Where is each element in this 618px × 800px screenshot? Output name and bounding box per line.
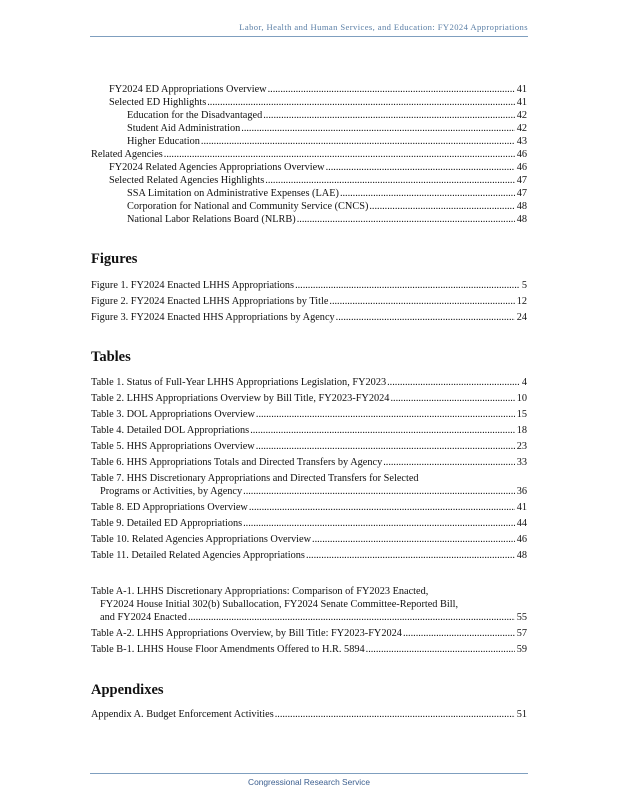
figures-heading: Figures	[91, 251, 138, 267]
toc-entry[interactable]: Related Agencies . . . 46	[91, 148, 527, 161]
table-of-contents	[91, 83, 527, 721]
header-rule	[90, 36, 528, 37]
figure-entry[interactable]: Figure 1. FY2024 Enacted LHHS Appropriations . . . 5	[91, 279, 527, 292]
appendix-tables-list	[91, 585, 527, 656]
toc-section-continued	[91, 83, 527, 226]
table-entry[interactable]: Table 9. Detailed ED Appropriations . . . 44	[91, 517, 527, 530]
table-entry[interactable]: Table 11. Detailed Related Agencies Appropriations . . . 48	[91, 549, 527, 562]
footer-rule	[90, 773, 528, 774]
table-entry[interactable]: Table A-1. LHHS Discretionary Appropriations: Comparison of FY2023 Enacted, FY2024 House Initial 302(b) Suballocation, FY2024 Senate Committee-Reported Bill, and FY2024 Enacted . . . 55	[91, 585, 527, 624]
table-entry[interactable]: Table 7. HHS Discretionary Appropriations and Directed Transfers for Selected Programs or Activities, by Agency . . . 36	[91, 472, 527, 498]
toc-entry[interactable]: Higher Education . . . 43	[91, 135, 527, 148]
table-entry[interactable]: Table 4. Detailed DOL Appropriations . . . 18	[91, 424, 527, 437]
table-entry[interactable]: Table 6. HHS Appropriations Totals and Directed Transfers by Agency . . . 33	[91, 456, 527, 469]
table-entry[interactable]: Table 10. Related Agencies Appropriations Overview . . . 46	[91, 533, 527, 546]
figures-list	[91, 279, 527, 324]
figure-entry[interactable]: Figure 3. FY2024 Enacted HHS Appropriations by Agency . . . 24	[91, 311, 527, 324]
table-entry[interactable]: Table 3. DOL Appropriations Overview . . . 15	[91, 408, 527, 421]
tables-list	[91, 376, 527, 562]
table-entry[interactable]: Table A-2. LHHS Appropriations Overview, by Bill Title: FY2023-FY2024 . . . 57	[91, 627, 527, 640]
table-entry[interactable]: Table 2. LHHS Appropriations Overview by Bill Title, FY2023-FY2024 . . . 10	[91, 392, 527, 405]
running-footer: Congressional Research Service	[248, 777, 370, 787]
toc-entry[interactable]: Corporation for National and Community Service (CNCS) . . . 48	[91, 200, 527, 213]
table-entry[interactable]: Table 5. HHS Appropriations Overview . . . 23	[91, 440, 527, 453]
toc-entry[interactable]: Student Aid Administration . . . 42	[91, 122, 527, 135]
tables-heading: Tables	[91, 349, 131, 365]
appendixes-heading: Appendixes	[91, 682, 164, 698]
toc-entry[interactable]: Education for the Disadvantaged . . . 42	[91, 109, 527, 122]
table-entry[interactable]: Table 1. Status of Full-Year LHHS Appropriations Legislation, FY2023 . . . 4	[91, 376, 527, 389]
toc-entry[interactable]: Selected ED Highlights . . . 41	[91, 96, 527, 109]
toc-entry[interactable]: Selected Related Agencies Highlights . . . 47	[91, 174, 527, 187]
toc-entry[interactable]: SSA Limitation on Administrative Expenses (LAE) . . . 47	[91, 187, 527, 200]
appendix-entry[interactable]: Appendix A. Budget Enforcement Activities . . . 51	[91, 708, 527, 721]
table-entry[interactable]: Table 8. ED Appropriations Overview . . . 41	[91, 501, 527, 514]
table-entry[interactable]: Table B-1. LHHS House Floor Amendments Offered to H.R. 5894 . . . 59	[91, 643, 527, 656]
toc-entry[interactable]: FY2024 Related Agencies Appropriations Overview . . . 46	[91, 161, 527, 174]
toc-entry[interactable]: National Labor Relations Board (NLRB) . . . 48	[91, 213, 527, 226]
appendixes-list	[91, 708, 527, 721]
toc-entry[interactable]: FY2024 ED Appropriations Overview . . . 41	[91, 83, 527, 96]
running-header: Labor, Health and Human Services, and Education: FY2024 Appropriations	[239, 22, 528, 32]
figure-entry[interactable]: Figure 2. FY2024 Enacted LHHS Appropriations by Title . . . 12	[91, 295, 527, 308]
